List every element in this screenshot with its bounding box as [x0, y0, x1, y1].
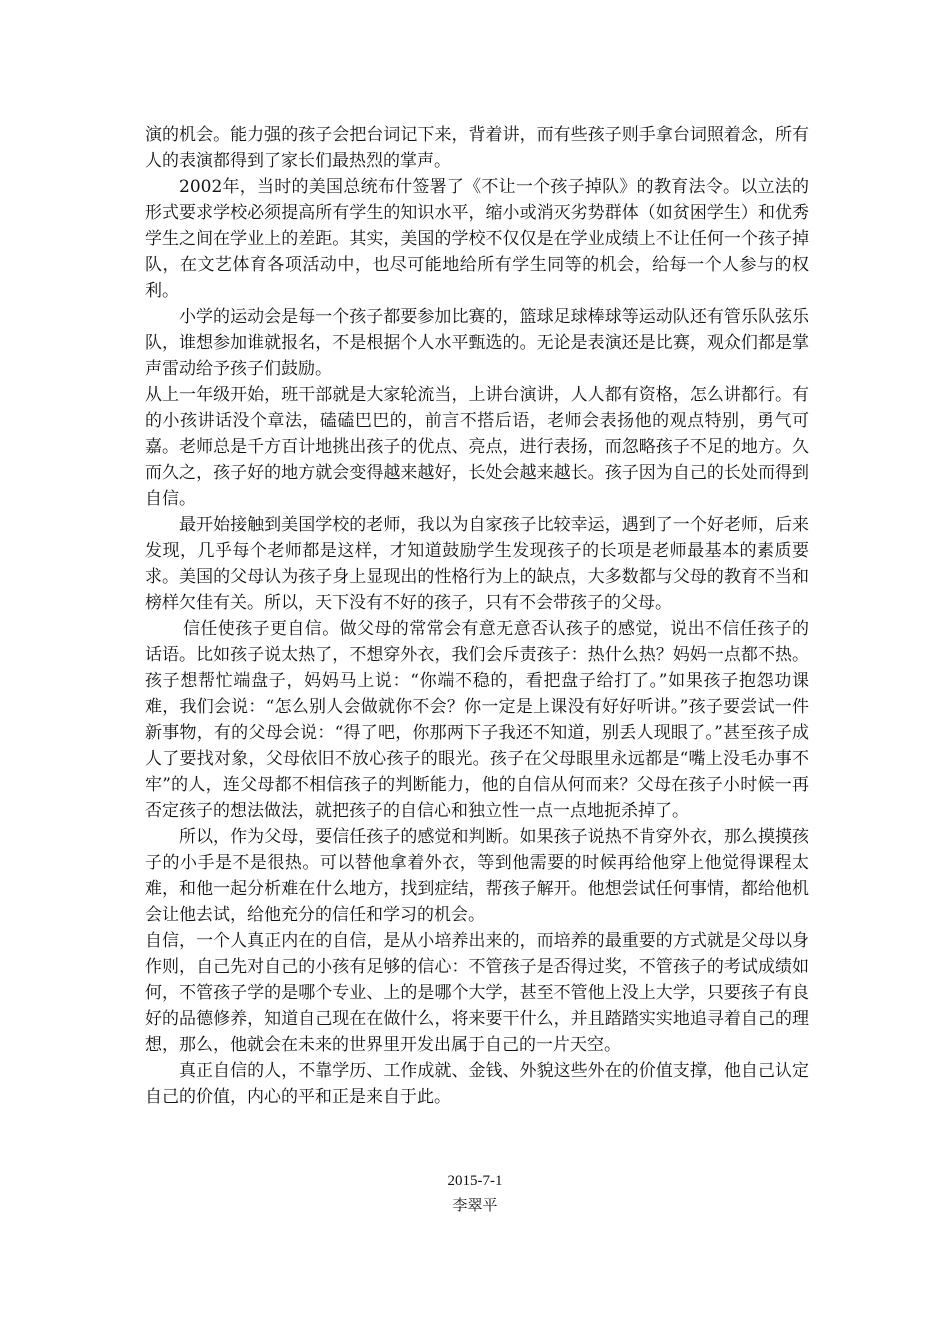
paragraph: 2002年，当时的美国总统布什签署了《不让一个孩子掉队》的教育法令。以立法的形式要求学校必须提高所有学生的知识水平，缩小或消灭劣势群体（如贫困学生）和优秀学生之间在学业上的差距。其实，美国的学校不仅仅是在学业成绩上不让任何一个孩子掉队，在文艺体育各项活动中，也尽可能地给所有学生同等的机会，给每一个人参与的权利。 — [145, 177, 809, 301]
document-body — [145, 122, 809, 1110]
signature-date: 2015-7-1 — [447, 1173, 503, 1189]
paragraph: 小学的运动会是每一个孩子都要参加比赛的，篮球足球棒球等运动队还有管乐队弦乐队，谁想参加谁就报名，不是根据个人水平甄选的。无论是表演还是比赛，观众们都是掌声雷动给予孩子们鼓励。 — [145, 307, 809, 379]
paragraph: 真正自信的人，不靠学历、工作成就、金钱、外貌这些外在的价值支撑，他自己认定自己的价值，内心的平和正是来自于此。 — [145, 1061, 809, 1107]
signature-author: 李翠平 — [452, 1198, 498, 1214]
paragraph: 从上一年级开始，班干部就是大家轮流当，上讲台演讲，人人都有资格，怎么讲都行。有的小孩讲话没个章法，磕磕巴巴的，前言不搭后语，老师会表扬他的观点特别，勇气可嘉。老师总是千方百计地挑出孩子的优点、亮点，进行表扬，而忽略孩子不足的地方。久而久之，孩子好的地方就会变得越来越好，长处会越来越长。孩子因为自己的长处而得到自信。 — [145, 385, 809, 509]
paragraph: 演的机会。能力强的孩子会把台词记下来，背着讲，而有些孩子则手拿台词照着念，所有人的表演都得到了家长们最热烈的掌声。 — [145, 125, 809, 171]
paragraph: 信任使孩子更自信。做父母的常常会有意无意否认孩子的感觉，说出不信任孩子的话语。比如孩子说太热了，不想穿外衣，我们会斥责孩子：热什么热？妈妈一点都不热。孩子想帮忙端盘子，妈妈马上说：“你端不稳的，看把盘子给打了。”如果孩子抱怨功课难，我们会说：“怎么别人会做就你不会？你一定是上课没有好好听讲。”孩子要尝试一件新事物，有的父母会说：“得了吧，你那两下子我还不知道，别丢人现眼了。”甚至孩子成人了要找对象，父母依旧不放心孩子的眼光。孩子在父母眼里永远都是“嘴上没毛办事不牢”的人，连父母都不相信孩子的判断能力，他的自信从何而来？父母在孩子小时候一再否定孩子的想法做法，就把孩子的自信心和独立性一点一点地扼杀掉了。 — [145, 619, 809, 821]
paragraph: 自信，一个人真正内在的自信，是从小培养出来的，而培养的最重要的方式就是父母以身作则，自己先对自己的小孩有足够的信心：不管孩子是否得过奖，不管孩子的考试成绩如何，不管孩子学的是哪个专业、上的是哪个大学，甚至不管他上没上大学，只要孩子有良好的品德修养，知道自己现在在做什么，将来要干什么，并且踏踏实实地追寻着自己的理想，那么，他就会在未来的世界里开发出属于自己的一片天空。 — [145, 931, 809, 1055]
paragraph: 所以，作为父母，要信任孩子的感觉和判断。如果孩子说热不肯穿外衣，那么摸摸孩子的小手是不是很热。可以替他拿着外衣，等到他需要的时候再给他穿上他觉得课程太难，和他一起分析难在什么地方，找到症结，帮孩子解开。他想尝试任何事情，都给他机会让他去试，给他充分的信任和学习的机会。 — [145, 827, 809, 925]
paragraph: 最开始接触到美国学校的老师，我以为自家孩子比较幸运，遇到了一个好老师，后来发现，几乎每个老师都是这样，才知道鼓励学生发现孩子的长项是老师最基本的素质要求。美国的父母认为孩子身上显现出的性格行为上的缺点，大多数都与父母的教育不当和榜样欠佳有关。所以，天下没有不好的孩子，只有不会带孩子的父母。 — [145, 515, 809, 613]
